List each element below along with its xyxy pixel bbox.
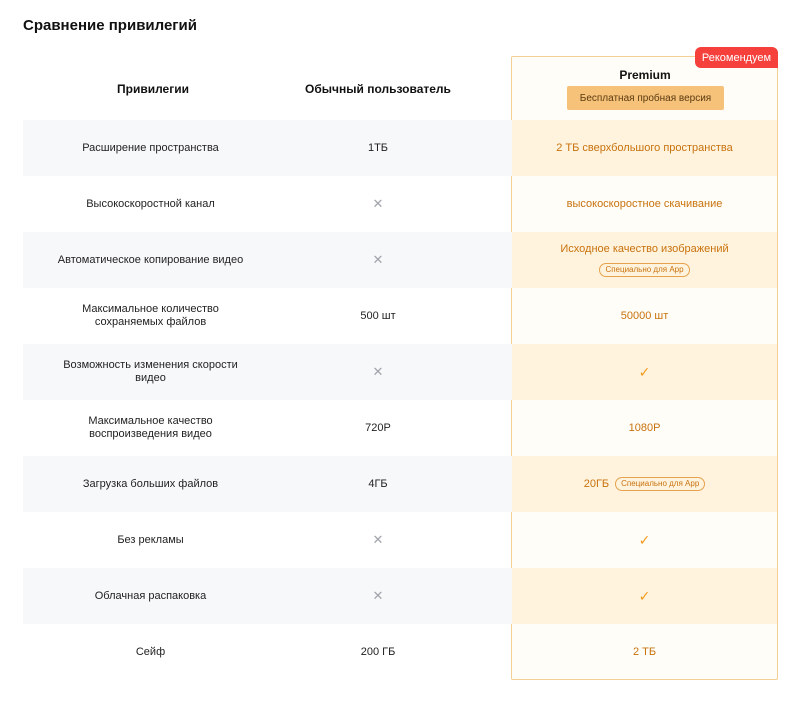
app-only-tag: Специально для App bbox=[599, 263, 689, 277]
normal-value: 500 шт bbox=[360, 310, 396, 322]
cross-icon: ✕ bbox=[372, 364, 384, 379]
premium-value: 1080P bbox=[628, 422, 661, 434]
premium-value: 2 ТБ bbox=[632, 646, 657, 658]
table-row bbox=[23, 624, 777, 680]
header-premium: Premium bbox=[619, 68, 671, 82]
app-only-tag: Специально для App bbox=[615, 477, 705, 491]
privilege-name: Возможность изменения скорости видео bbox=[63, 359, 238, 384]
privilege-name: Автоматическое копирование видео bbox=[57, 253, 244, 266]
privilege-name: Расширение пространства bbox=[82, 141, 219, 154]
cross-icon: ✕ bbox=[372, 252, 384, 267]
table-row bbox=[23, 568, 777, 624]
table-row bbox=[23, 120, 777, 176]
recommend-badge: Рекомендуем bbox=[695, 47, 778, 68]
page-title: Сравнение привилегий bbox=[23, 17, 198, 34]
table-row bbox=[23, 456, 777, 512]
table-row bbox=[23, 288, 777, 344]
privilege-name: Высокоскоростной канал bbox=[86, 197, 215, 210]
check-icon: ✓ bbox=[638, 363, 651, 380]
privilege-name: Максимальное количество сохраняемых файлов bbox=[82, 303, 219, 328]
check-icon: ✓ bbox=[638, 587, 651, 604]
normal-value: 720P bbox=[365, 422, 391, 434]
privilege-name: Облачная распаковка bbox=[94, 589, 207, 602]
premium-value: высокоскоростное скачивание bbox=[566, 198, 723, 210]
table-row bbox=[23, 176, 777, 232]
table-row bbox=[23, 400, 777, 456]
privilege-name: Загрузка больших файлов bbox=[82, 477, 219, 490]
table-row bbox=[23, 512, 777, 568]
normal-value: 200 ГБ bbox=[360, 646, 396, 658]
comparison-table bbox=[23, 120, 777, 680]
normal-value: 1ТБ bbox=[367, 142, 389, 154]
premium-value: 2 ТБ сверхбольшого пространства bbox=[512, 120, 777, 176]
free-trial-button[interactable]: Бесплатная пробная версия bbox=[567, 86, 724, 110]
premium-value: 20ГБ bbox=[583, 478, 610, 490]
privilege-name: Сейф bbox=[135, 645, 166, 658]
check-icon: ✓ bbox=[638, 531, 651, 548]
header-privileges: Привилегии bbox=[117, 82, 189, 96]
privilege-name: Максимальное качество воспроизведения видео bbox=[88, 415, 213, 440]
privilege-name: Без рекламы bbox=[117, 533, 184, 546]
cross-icon: ✕ bbox=[372, 196, 384, 211]
table-row bbox=[23, 232, 777, 288]
normal-value: 4ГБ bbox=[368, 478, 388, 490]
header-normal-user: Обычный пользователь bbox=[305, 82, 451, 96]
premium-value: 50000 шт bbox=[620, 310, 669, 322]
cross-icon: ✕ bbox=[372, 588, 384, 603]
premium-value: Исходное качество изображений bbox=[560, 243, 729, 255]
table-row bbox=[23, 344, 777, 400]
cross-icon: ✕ bbox=[372, 532, 384, 547]
